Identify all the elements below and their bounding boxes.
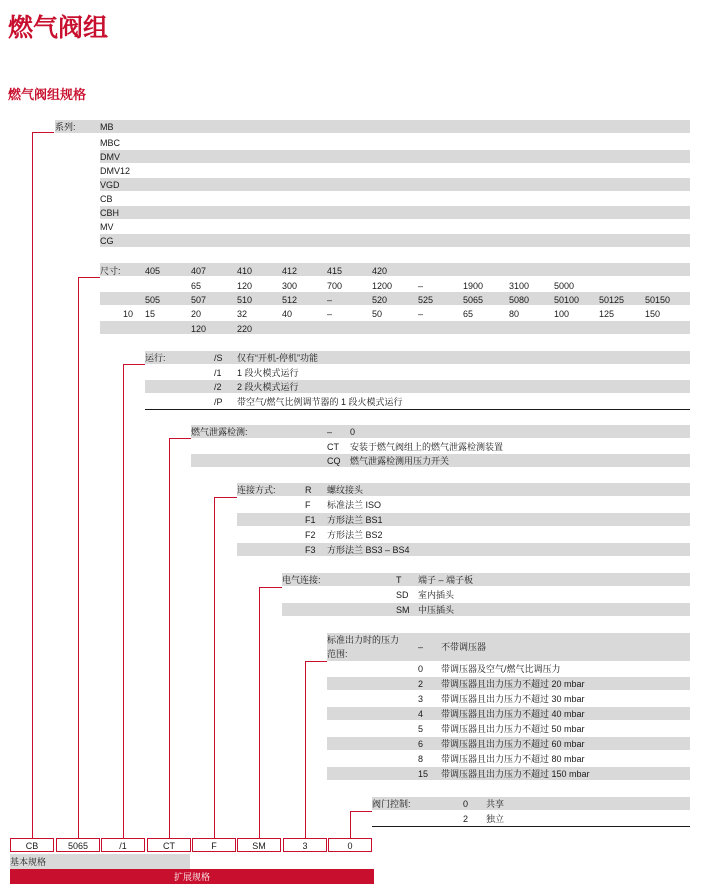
series-item: MB xyxy=(100,122,114,132)
operation-bar xyxy=(145,351,690,364)
operation-code: /1 xyxy=(214,368,222,378)
electric-bar xyxy=(282,573,690,586)
size-value: 150 xyxy=(645,309,661,319)
size-value: 412 xyxy=(282,266,298,276)
code-box-leak: CT xyxy=(147,838,191,852)
size-value: 3100 xyxy=(509,281,530,291)
pressure-label: 范围: xyxy=(327,649,348,659)
pressure-code: 5 xyxy=(418,724,424,734)
connection-desc: 方形法兰 BS3 – BS4 xyxy=(327,545,410,555)
size-value: 220 xyxy=(237,324,253,334)
pressure-desc: 带调压器且出力压力不超过 40 mbar xyxy=(441,709,585,719)
size-value: 510 xyxy=(237,295,253,305)
code-box-series: CB xyxy=(10,838,54,852)
electric-bar xyxy=(282,603,690,616)
connection-code: F xyxy=(305,500,311,510)
pressure-code: 2 xyxy=(418,679,424,689)
size-value: 50150 xyxy=(645,295,671,305)
pressure-code: – xyxy=(418,642,424,652)
series-item: MBC xyxy=(100,138,120,148)
valve-label: 阀门控制: xyxy=(372,799,411,809)
bracket-line xyxy=(259,587,260,838)
section-title: 燃气阀组规格 xyxy=(8,87,87,102)
bracket-line xyxy=(305,661,306,838)
size-value: 700 xyxy=(327,281,343,291)
size-value: – xyxy=(418,309,424,319)
series-label: 系列: xyxy=(55,122,76,132)
bracket-line xyxy=(32,132,54,133)
operation-desc: 2 段火模式运行 xyxy=(237,382,299,392)
code-box-electric: SM xyxy=(237,838,281,852)
pressure-desc: 不带调压器 xyxy=(441,642,487,652)
valve-code: 2 xyxy=(463,814,469,824)
pressure-desc: 带调压器且出力压力不超过 30 mbar xyxy=(441,694,585,704)
connection-code: F3 xyxy=(305,545,316,555)
size-value: 65 xyxy=(463,309,474,319)
pressure-code: 6 xyxy=(418,739,424,749)
size-value: 120 xyxy=(237,281,253,291)
series-bar xyxy=(55,120,690,133)
leak-desc: 燃气泄露检测用压力开关 xyxy=(350,456,450,466)
size-value: 10 xyxy=(123,309,134,319)
valve-code: 0 xyxy=(463,799,469,809)
pressure-desc: 带调压器及空气/燃气比调压力 xyxy=(441,664,561,674)
bracket-line xyxy=(214,497,215,838)
pressure-desc: 带调压器且出力压力不超过 80 mbar xyxy=(441,754,585,764)
code-box-pressure: 3 xyxy=(283,838,327,852)
pressure-code: 0 xyxy=(418,664,424,674)
size-value: 410 xyxy=(237,266,253,276)
series-bar xyxy=(100,206,690,219)
series-item: CBH xyxy=(100,208,120,218)
valve-bar xyxy=(372,797,690,810)
code-box-valve: 0 xyxy=(328,838,372,852)
series-item: DMV xyxy=(100,152,120,162)
bracket-line xyxy=(78,277,100,278)
size-value: 50 xyxy=(372,309,383,319)
size-value: – xyxy=(327,309,333,319)
operation-desc: 1 段火模式运行 xyxy=(237,368,299,378)
bracket-line xyxy=(32,132,33,838)
pressure-code: 4 xyxy=(418,709,424,719)
leak-label: 燃气泄露检测: xyxy=(191,427,248,437)
leak-code: CQ xyxy=(327,456,341,466)
pressure-label: 标准出力时的压力 xyxy=(327,635,400,645)
size-value: 507 xyxy=(191,295,207,305)
size-value: – xyxy=(327,295,333,305)
bracket-line xyxy=(305,661,327,662)
size-value: 80 xyxy=(509,309,520,319)
pressure-desc: 带调压器且出力压力不超过 20 mbar xyxy=(441,679,585,689)
basic-spec-label: 基本规格 xyxy=(10,857,47,867)
bracket-line xyxy=(123,364,124,838)
connection-desc: 方形法兰 BS1 xyxy=(327,515,383,525)
electric-label: 电气连接: xyxy=(282,575,321,585)
series-item: DMV12 xyxy=(100,166,131,176)
size-value: 5065 xyxy=(463,295,484,305)
size-value: 512 xyxy=(282,295,298,305)
leak-code: – xyxy=(327,427,333,437)
size-value: 32 xyxy=(237,309,248,319)
size-value: 40 xyxy=(282,309,293,319)
size-value: 5000 xyxy=(554,281,575,291)
size-value: 300 xyxy=(282,281,298,291)
extended-spec-label: 扩展规格 xyxy=(173,872,210,882)
size-value: 405 xyxy=(145,266,161,276)
electric-code: T xyxy=(396,575,402,585)
size-value: 415 xyxy=(327,266,343,276)
size-value: 15 xyxy=(145,309,156,319)
size-value: 125 xyxy=(599,309,615,319)
series-item: CG xyxy=(100,236,114,246)
pressure-desc: 带调压器且出力压力不超过 60 mbar xyxy=(441,739,585,749)
size-bar xyxy=(100,321,690,334)
electric-desc: 端子 – 端子板 xyxy=(418,575,474,585)
code-box-operation: /1 xyxy=(101,838,145,852)
connection-code: F2 xyxy=(305,530,316,540)
electric-code: SM xyxy=(396,605,410,615)
electric-desc: 室内插头 xyxy=(418,590,455,600)
pressure-code: 8 xyxy=(418,754,424,764)
size-value: 420 xyxy=(372,266,388,276)
connection-desc: 螺纹接头 xyxy=(327,485,364,495)
series-item: VGD xyxy=(100,180,120,190)
bracket-line xyxy=(123,364,145,365)
connection-desc: 方形法兰 BS2 xyxy=(327,530,383,540)
leak-desc: 安装于燃气阀组上的燃气泄露检测装置 xyxy=(350,442,504,452)
size-value: 525 xyxy=(418,295,434,305)
pressure-code: 3 xyxy=(418,694,424,704)
bracket-line xyxy=(78,277,79,838)
operation-label: 运行: xyxy=(145,353,166,363)
size-value: – xyxy=(418,281,424,291)
operation-code: /P xyxy=(214,397,223,407)
leak-bar xyxy=(191,425,690,438)
bracket-line xyxy=(259,587,282,588)
code-box-connection: F xyxy=(192,838,236,852)
series-item: MV xyxy=(100,222,114,232)
series-item: CB xyxy=(100,194,113,204)
bracket-line xyxy=(350,811,351,838)
operation-code: /2 xyxy=(214,382,222,392)
valve-rule xyxy=(372,826,690,827)
operation-rule xyxy=(145,409,690,410)
connection-desc: 标准法兰 ISO xyxy=(327,500,382,510)
size-value: 520 xyxy=(372,295,388,305)
size-bar xyxy=(100,263,690,276)
pressure-desc: 带调压器且出力压力不超过 50 mbar xyxy=(441,724,585,734)
size-value: 120 xyxy=(191,324,207,334)
valve-desc: 独立 xyxy=(486,814,505,824)
size-value: 100 xyxy=(554,309,570,319)
series-bar xyxy=(100,178,690,191)
valve-desc: 共享 xyxy=(486,799,505,809)
pressure-code: 15 xyxy=(418,769,429,779)
operation-bar xyxy=(145,380,690,393)
size-value: 1200 xyxy=(372,281,393,291)
size-value: 65 xyxy=(191,281,202,291)
size-value: 5080 xyxy=(509,295,530,305)
size-value: 50125 xyxy=(599,295,625,305)
size-label: 尺寸: xyxy=(100,266,121,276)
size-value: 1900 xyxy=(463,281,484,291)
bracket-line xyxy=(169,438,191,439)
operation-code: /S xyxy=(214,353,223,363)
leak-desc: 0 xyxy=(350,427,356,437)
operation-desc: 带空气/燃气比例调节器的 1 段火模式运行 xyxy=(237,397,403,407)
bracket-line xyxy=(169,438,170,838)
connection-code: F1 xyxy=(305,515,316,525)
operation-desc: 仅有“开机-停机”功能 xyxy=(237,353,318,363)
electric-desc: 中压插头 xyxy=(418,605,455,615)
size-value: 407 xyxy=(191,266,207,276)
bracket-line xyxy=(214,497,237,498)
size-value: 20 xyxy=(191,309,202,319)
code-box-size: 5065 xyxy=(56,838,100,852)
series-bar xyxy=(100,234,690,247)
series-bar xyxy=(100,150,690,163)
electric-code: SD xyxy=(396,590,409,600)
size-value: 50100 xyxy=(554,295,580,305)
pressure-desc: 带调压器且出力压力不超过 150 mbar xyxy=(441,769,590,779)
connection-label: 连接方式: xyxy=(237,485,276,495)
page-title: 燃气阀组 xyxy=(8,14,109,42)
leak-code: CT xyxy=(327,442,339,452)
connection-code: R xyxy=(305,485,312,495)
size-value: 505 xyxy=(145,295,161,305)
bracket-line xyxy=(350,811,372,812)
